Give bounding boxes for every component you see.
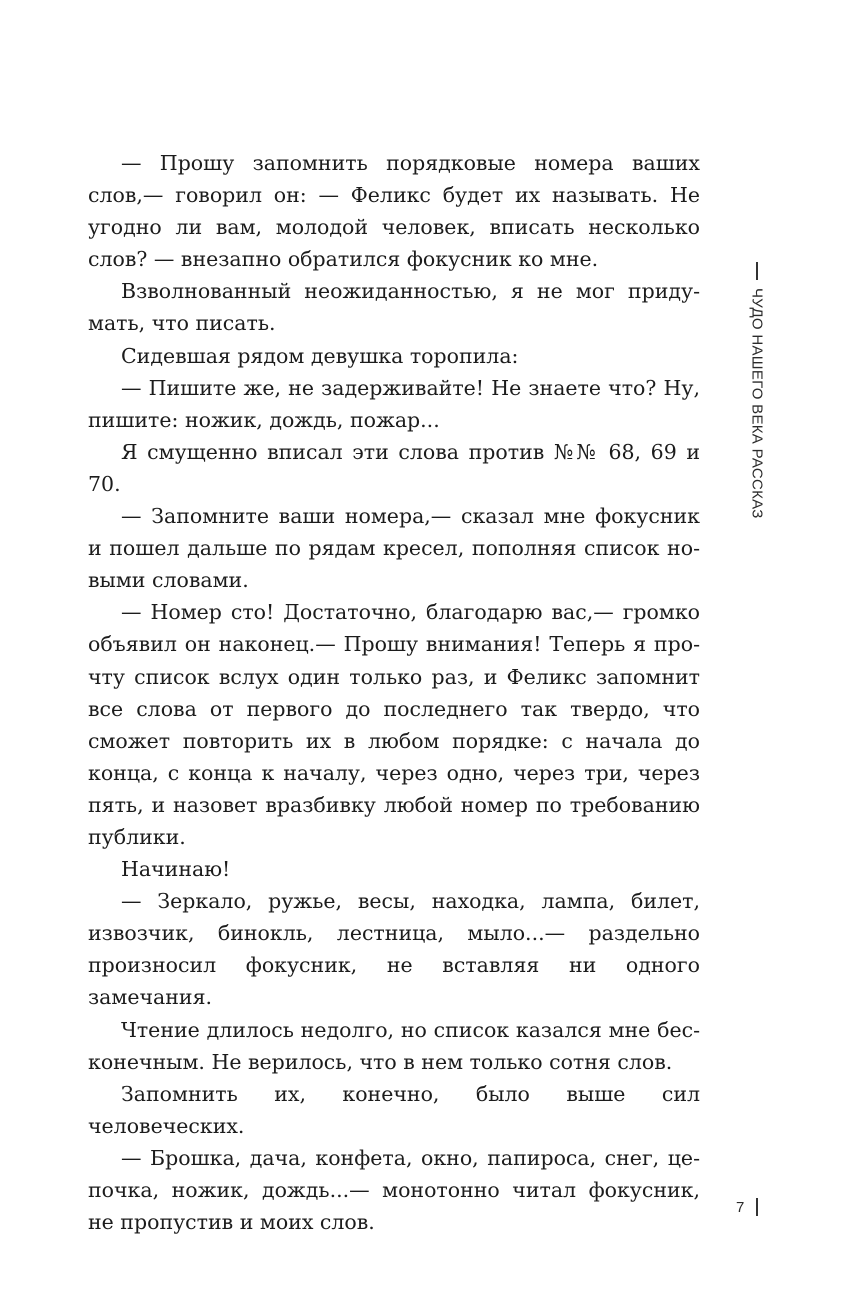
paragraph-10: Чтение длилось недолго, но список казался мне бесконечным. Не верилось, что в нем только сотня слов. [88, 1017, 700, 1074]
page-number-divider [756, 1198, 757, 1216]
running-head-title: ЧУДО НАШЕГО ВЕКА РАССКАЗ [748, 288, 766, 519]
paragraph-8: Начинаю! [121, 857, 231, 882]
paragraph-7: — Номер сто! Достаточно, благодарю вас,— громко объявил он наконец.— Прошу внимания! Теперь я прочту список вслух один только раз, и Феликс запомнит все слова от первого до последнего так твердо, что сможет повторить их в любом порядке: с начала до конца, с конца к началу, через одно, через три, через пять, и назовет вразбивку любой номер по требованию публики. [88, 600, 700, 849]
paragraph-11: Запомнить их, конечно, было выше сил человеческих. [88, 1081, 700, 1138]
page-number: 7 [736, 1198, 745, 1216]
paragraph-4: — Пишите же, не задерживайте! Не знаете что? Ну, пишите: ножик, дождь, пожар... [88, 375, 700, 432]
paragraph-9: — Зеркало, ружье, весы, находка, лампа, билет, извозчик, бинокль, лестница, мыло...— раздельно произносил фокусник, не вставляя ни одного замечания. [88, 889, 700, 1010]
running-head [737, 262, 777, 542]
running-head-divider [756, 262, 757, 280]
paragraph-5: Я смущенно вписал эти слова против №№ 68, 69 и 70. [88, 439, 700, 496]
paragraph-1: — Прошу запомнить порядковые номера ваших слов,— говорил он: — Феликс будет их называть. Не угодно ли вам, молодой человек, вписать несколько слов? — внезапно обратился фокусник ко мне. [88, 151, 700, 272]
paragraph-3: Сидевшая рядом девушка торопила: [121, 343, 519, 368]
paragraph-2: Взволнованный неожиданностью, я не мог придумать, что писать. [88, 279, 700, 336]
paragraph-6: — Запомните ваши номера,— сказал мне фокусник и пошел дальше по рядам кресел, пополняя список новыми словами. [88, 504, 700, 593]
paragraph-12: — Брошка, дача, конфета, окно, папироса, снег, цепочка, ножик, дождь...— монотонно читал фокусник, не пропустив и моих слов. [88, 1145, 700, 1235]
body-text [88, 147, 700, 1238]
page-footer [736, 1195, 758, 1219]
